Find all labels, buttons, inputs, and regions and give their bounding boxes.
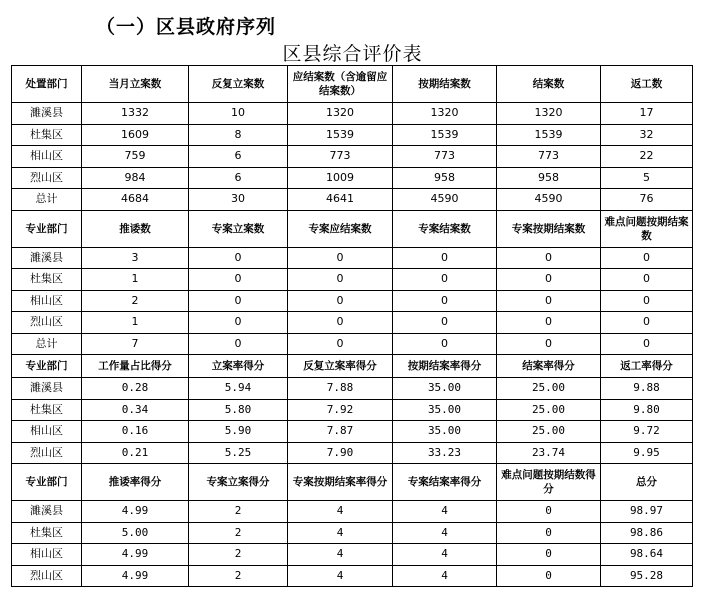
table-cell: 0 [189, 290, 288, 312]
row-label: 烈山区 [12, 312, 82, 334]
table-row [12, 399, 693, 421]
column-header: 反复立案率得分 [288, 355, 393, 378]
table-row [12, 312, 693, 334]
column-header: 总分 [601, 464, 693, 501]
table-row [12, 167, 693, 189]
table-row [12, 189, 693, 211]
table-cell: 984 [82, 167, 189, 189]
table-cell: 0 [497, 290, 601, 312]
row-label: 总计 [12, 189, 82, 211]
column-header: 按期结案数 [393, 66, 497, 103]
column-header: 结案数 [497, 66, 601, 103]
row-label: 杜集区 [12, 522, 82, 544]
table-cell: 9.80 [601, 399, 693, 421]
column-header: 专案结案率得分 [393, 464, 497, 501]
table-cell: 0 [497, 247, 601, 269]
table-cell: 0 [497, 544, 601, 566]
table-cell: 1 [82, 312, 189, 334]
table-cell: 0 [601, 269, 693, 291]
table-cell: 1609 [82, 124, 189, 146]
column-header: 难点问题按期结数得分 [497, 464, 601, 501]
table-cell: 1009 [288, 167, 393, 189]
row-label: 烈山区 [12, 442, 82, 464]
header-row [12, 210, 693, 247]
table-cell: 0 [497, 269, 601, 291]
row-label: 濉溪县 [12, 378, 82, 400]
table-cell: 1320 [497, 103, 601, 125]
table-cell: 958 [497, 167, 601, 189]
table-cell: 35.00 [393, 378, 497, 400]
header-row [12, 355, 693, 378]
table-cell: 5.25 [189, 442, 288, 464]
column-header: 专案按期结案数 [497, 210, 601, 247]
table-cell: 0 [393, 333, 497, 355]
table-cell: 98.86 [601, 522, 693, 544]
table-cell: 9.72 [601, 421, 693, 443]
table-cell: 23.74 [497, 442, 601, 464]
table-cell: 4684 [82, 189, 189, 211]
table-cell: 98.97 [601, 501, 693, 523]
table-cell: 773 [393, 146, 497, 168]
row-label: 相山区 [12, 421, 82, 443]
table-cell: 0 [497, 312, 601, 334]
table-row [12, 333, 693, 355]
table-cell: 4 [288, 522, 393, 544]
table-cell: 5.00 [82, 522, 189, 544]
table-cell: 0 [497, 333, 601, 355]
table-cell: 0 [601, 312, 693, 334]
table-cell: 25.00 [497, 421, 601, 443]
table-cell: 2 [189, 522, 288, 544]
column-header: 结案率得分 [497, 355, 601, 378]
table-cell: 1320 [288, 103, 393, 125]
table-cell: 0 [189, 333, 288, 355]
table-cell: 7.90 [288, 442, 393, 464]
row-label: 总计 [12, 333, 82, 355]
table-cell: 0 [288, 247, 393, 269]
column-header: 专案立案数 [189, 210, 288, 247]
table-cell: 4 [393, 522, 497, 544]
table-cell: 958 [393, 167, 497, 189]
table-cell: 4 [393, 565, 497, 587]
table-cell: 1539 [288, 124, 393, 146]
table-cell: 5.90 [189, 421, 288, 443]
table-cell: 0.16 [82, 421, 189, 443]
table-row [12, 442, 693, 464]
table-cell: 98.64 [601, 544, 693, 566]
table-row [12, 247, 693, 269]
table-cell: 2 [82, 290, 189, 312]
row-label: 相山区 [12, 146, 82, 168]
table-cell: 0 [601, 333, 693, 355]
table-cell: 1539 [497, 124, 601, 146]
table-cell: 0 [189, 312, 288, 334]
evaluation-table [11, 65, 693, 587]
column-header: 推诿数 [82, 210, 189, 247]
table-row [12, 522, 693, 544]
header-row [12, 66, 693, 103]
table-row [12, 501, 693, 523]
table-cell: 8 [189, 124, 288, 146]
column-header: 工作量占比得分 [82, 355, 189, 378]
row-label: 杜集区 [12, 124, 82, 146]
table-cell: 32 [601, 124, 693, 146]
table-cell: 17 [601, 103, 693, 125]
column-header: 难点问题按期结案数 [601, 210, 693, 247]
table-cell: 0 [189, 247, 288, 269]
table-cell: 0 [189, 269, 288, 291]
table-cell: 4.99 [82, 501, 189, 523]
table-cell: 0 [288, 333, 393, 355]
table-cell: 773 [288, 146, 393, 168]
table-cell: 7 [82, 333, 189, 355]
column-header: 专业部门 [12, 464, 82, 501]
table-cell: 4 [288, 565, 393, 587]
table-cell: 1332 [82, 103, 189, 125]
table-cell: 5 [601, 167, 693, 189]
table-cell: 4 [288, 544, 393, 566]
table-row [12, 421, 693, 443]
section-heading: （一）区县政府序列 [96, 16, 277, 38]
table-cell: 759 [82, 146, 189, 168]
table-cell: 0 [393, 290, 497, 312]
table-cell: 33.23 [393, 442, 497, 464]
table-cell: 0 [393, 269, 497, 291]
table-cell: 2 [189, 544, 288, 566]
table-cell: 0 [393, 247, 497, 269]
table-cell: 7.88 [288, 378, 393, 400]
column-header: 按期结案率得分 [393, 355, 497, 378]
table-cell: 0 [393, 312, 497, 334]
column-header: 当月立案数 [82, 66, 189, 103]
column-header: 专业部门 [12, 355, 82, 378]
column-header: 返工率得分 [601, 355, 693, 378]
column-header: 返工数 [601, 66, 693, 103]
table-cell: 76 [601, 189, 693, 211]
column-header: 专案结案数 [393, 210, 497, 247]
table-row [12, 124, 693, 146]
table-cell: 0 [288, 269, 393, 291]
table-cell: 0 [601, 247, 693, 269]
table-cell: 35.00 [393, 399, 497, 421]
table-row [12, 269, 693, 291]
table-cell: 0 [288, 290, 393, 312]
table-cell: 2 [189, 565, 288, 587]
table-cell: 10 [189, 103, 288, 125]
table-cell: 7.87 [288, 421, 393, 443]
row-label: 烈山区 [12, 167, 82, 189]
row-label: 濉溪县 [12, 501, 82, 523]
table-row [12, 544, 693, 566]
table-cell: 4590 [497, 189, 601, 211]
table-cell: 0.34 [82, 399, 189, 421]
table-cell: 0 [497, 522, 601, 544]
table-cell: 0 [601, 290, 693, 312]
column-header: 处置部门 [12, 66, 82, 103]
table-cell: 4.99 [82, 544, 189, 566]
table-cell: 0.21 [82, 442, 189, 464]
row-label: 濉溪县 [12, 247, 82, 269]
table-cell: 2 [189, 501, 288, 523]
column-header: 应结案数（含逾留应结案数） [288, 66, 393, 103]
table-cell: 9.95 [601, 442, 693, 464]
table-cell: 4 [288, 501, 393, 523]
row-label: 相山区 [12, 290, 82, 312]
table-cell: 1539 [393, 124, 497, 146]
column-header: 立案率得分 [189, 355, 288, 378]
table-cell: 1320 [393, 103, 497, 125]
column-header: 专案立案得分 [189, 464, 288, 501]
table-cell: 25.00 [497, 378, 601, 400]
table-cell: 9.88 [601, 378, 693, 400]
table-cell: 0 [288, 312, 393, 334]
table-cell: 5.94 [189, 378, 288, 400]
column-header: 推诿率得分 [82, 464, 189, 501]
header-row [12, 464, 693, 501]
column-header: 专业部门 [12, 210, 82, 247]
table-cell: 773 [497, 146, 601, 168]
column-header: 专案按期结案率得分 [288, 464, 393, 501]
row-label: 烈山区 [12, 565, 82, 587]
table-row [12, 290, 693, 312]
table-cell: 7.92 [288, 399, 393, 421]
table-cell: 25.00 [497, 399, 601, 421]
table-cell: 0 [497, 501, 601, 523]
table-row [12, 146, 693, 168]
table-cell: 22 [601, 146, 693, 168]
row-label: 杜集区 [12, 269, 82, 291]
table-cell: 5.80 [189, 399, 288, 421]
table-cell: 0 [497, 565, 601, 587]
table-cell: 35.00 [393, 421, 497, 443]
table-cell: 4 [393, 501, 497, 523]
table-title: 区县综合评价表 [282, 43, 423, 65]
table-cell: 4590 [393, 189, 497, 211]
table-cell: 4 [393, 544, 497, 566]
table-cell: 1 [82, 269, 189, 291]
table-cell: 4.99 [82, 565, 189, 587]
table-row [12, 565, 693, 587]
row-label: 相山区 [12, 544, 82, 566]
row-label: 濉溪县 [12, 103, 82, 125]
table-row [12, 378, 693, 400]
table-row [12, 103, 693, 125]
row-label: 杜集区 [12, 399, 82, 421]
table-cell: 0.28 [82, 378, 189, 400]
column-header: 专案应结案数 [288, 210, 393, 247]
table-cell: 6 [189, 167, 288, 189]
table-cell: 4641 [288, 189, 393, 211]
table-cell: 30 [189, 189, 288, 211]
table-cell: 6 [189, 146, 288, 168]
column-header: 反复立案数 [189, 66, 288, 103]
table-cell: 95.28 [601, 565, 693, 587]
table-cell: 3 [82, 247, 189, 269]
